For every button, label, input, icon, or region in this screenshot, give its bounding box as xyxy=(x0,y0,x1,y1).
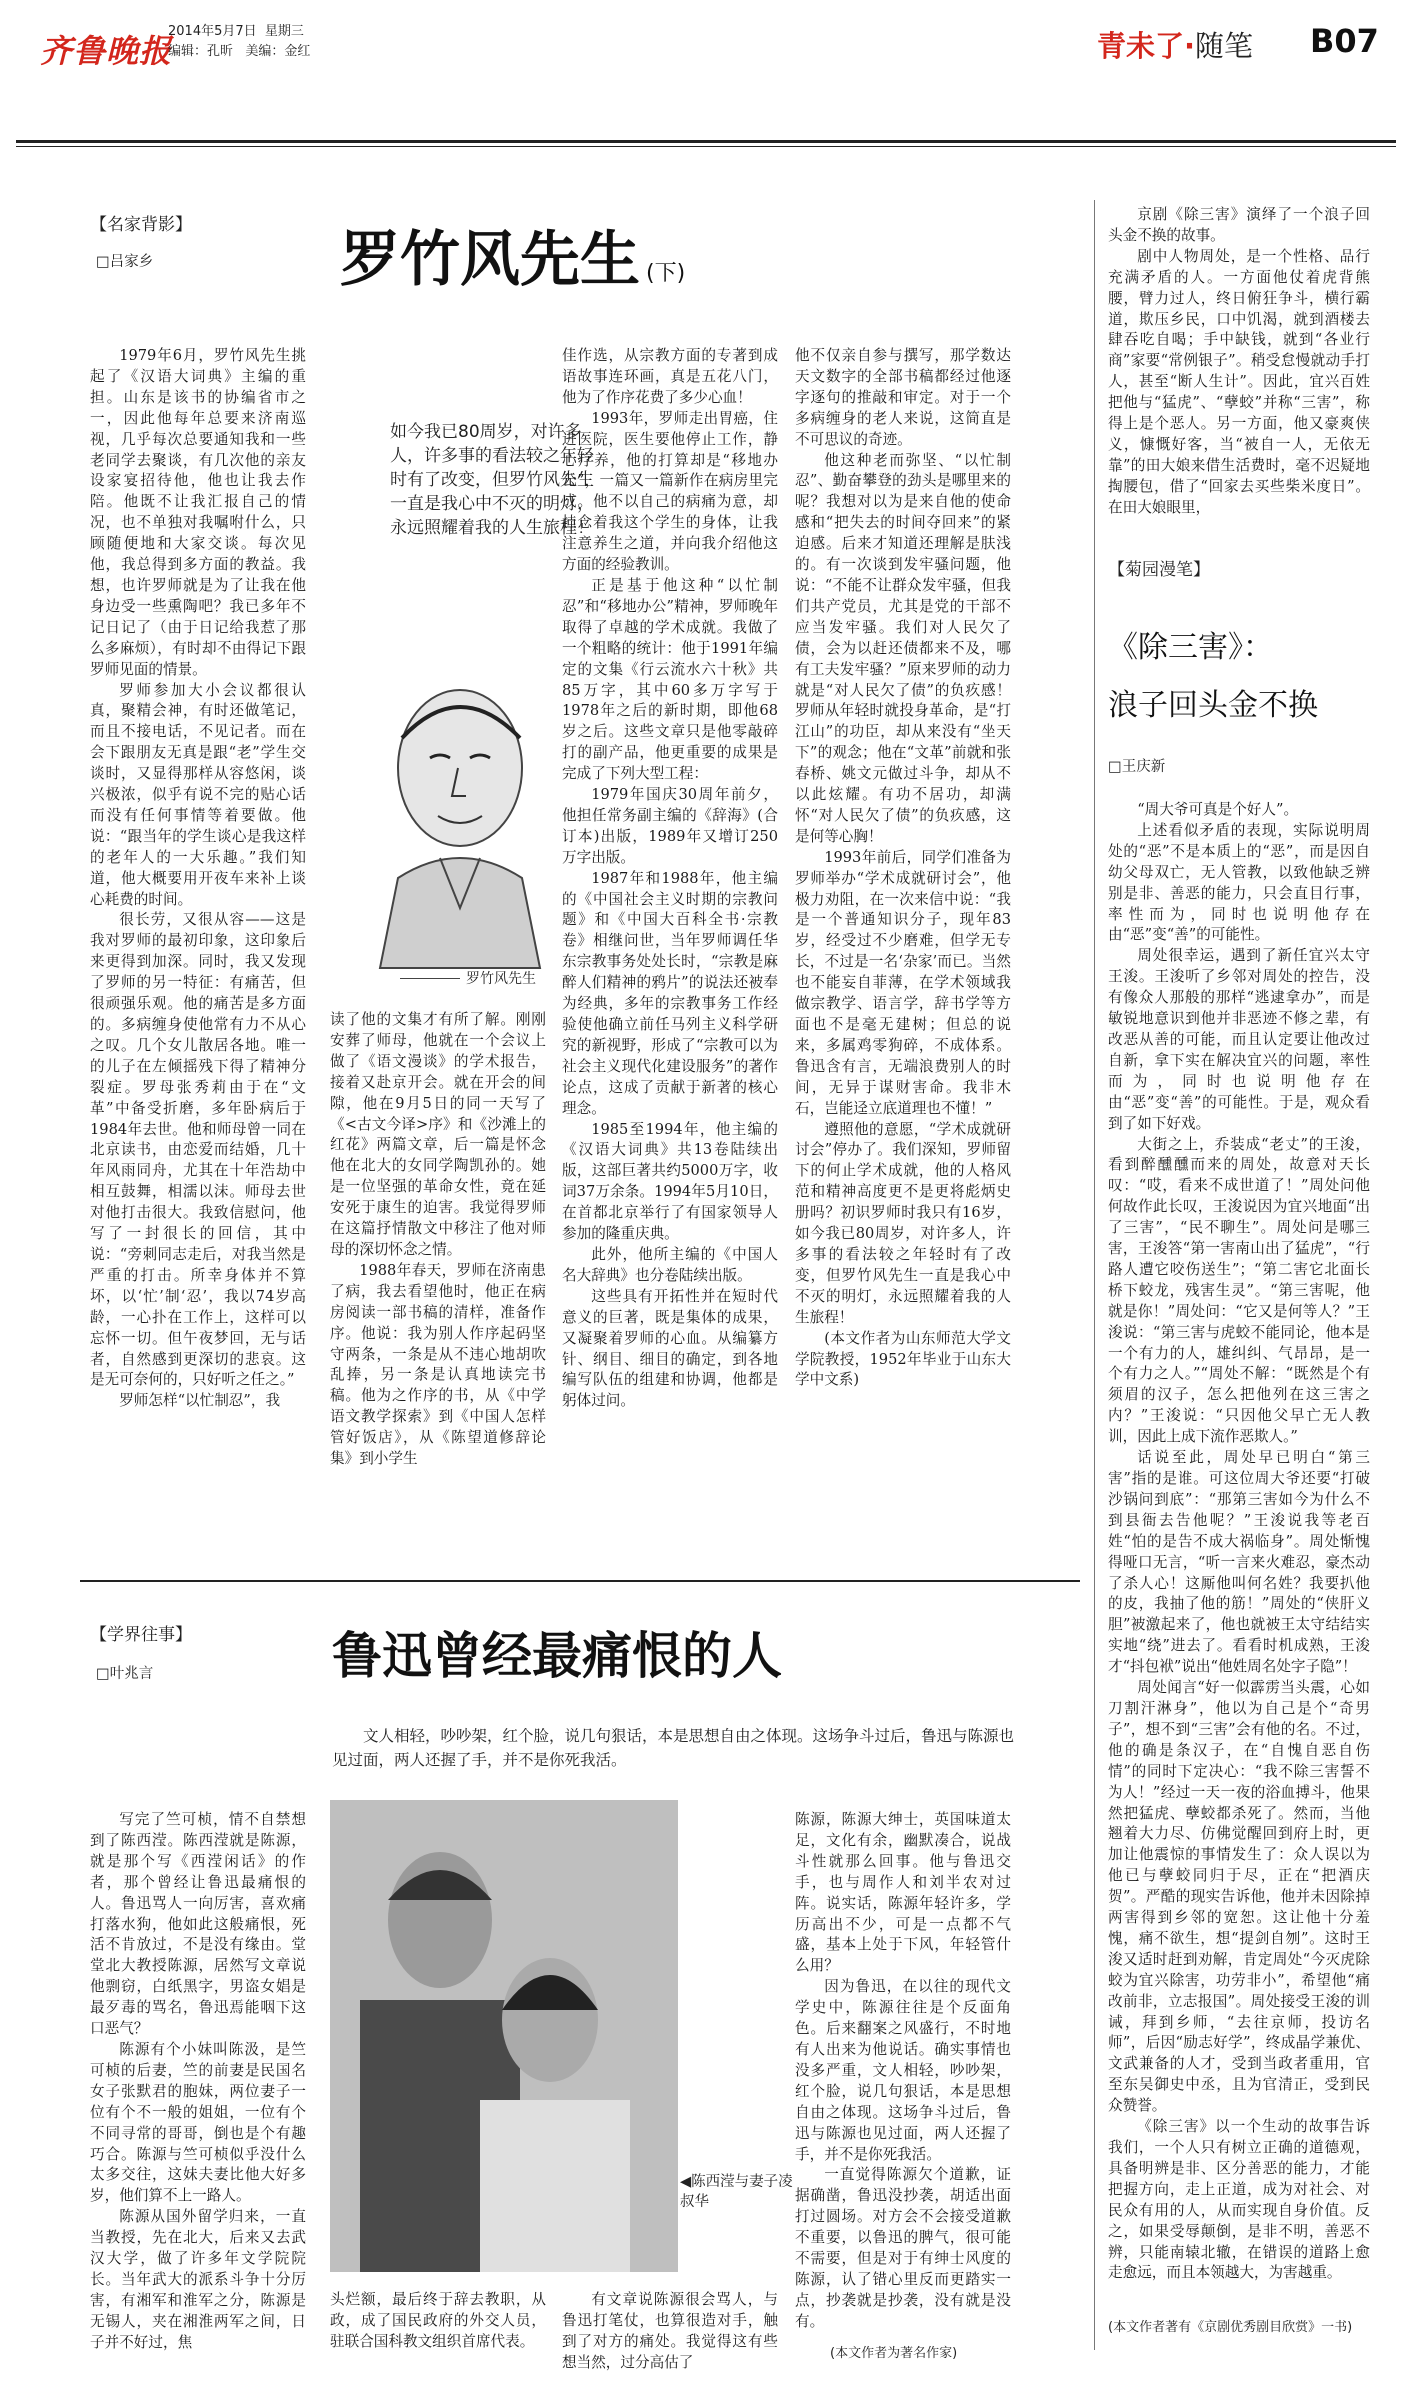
article3-intro xyxy=(1108,205,1370,545)
article2-title: 鲁迅曾经最痛恨的人 xyxy=(332,1627,782,1685)
paragraph: 头烂额，最后终于辞去教职，从政，成了国民政府的外交人员，驻联合国科教文组织首席代表。 xyxy=(330,2291,546,2350)
article1-pullquote: 如今我已80周岁，对许多人，许多事的看法较之年轻时有了改变，但罗竹风先生一直是我心中不灭的明灯，永远照耀着我的人生旅程！ xyxy=(390,422,594,538)
article3-author-note: (本文作者著有《京剧优秀剧目欣赏》一书) xyxy=(1108,2320,1353,2335)
couple-photo-image xyxy=(330,1800,678,2272)
article1-col1 xyxy=(90,346,306,1556)
paragraph: 写完了竺可桢，情不自禁想到了陈西滢。陈西滢就是陈源，就是那个写《西滢闲话》的作者，那个曾经让鲁迅最痛恨的人。鲁迅骂人一向厉害，喜欢痛打落水狗，他如此这般痛恨，死活不肯放过，不是没有缘由。堂堂北大教授陈源，居然写文章说他剽窃，白纸黑字，男盗女娼是最歹毒的骂名，鲁迅焉能咽下这口恶气？ xyxy=(90,1811,306,2038)
paragraph: “周大爷可真是个好人”。 xyxy=(1137,801,1299,818)
article2-byline: □叶兆言 xyxy=(96,1666,154,1682)
paragraph: 1987年和1988年，他主编的《中国社会主义时期的宗教问题》和《中国大百科全书·宗教卷》相继问世，当年罗师调任华东宗教事务处处长时，“宗教是麻醉人们精神的鸦片”的说法还被奉为经典，多年的宗教事务工作经验使他确立前任马列主义科学研究的新视野，形成了“宗教可以为社会主义现代化建设服务”的著作论点，这成了贡献于新著的核心理念。 xyxy=(562,869,778,1117)
masthead xyxy=(0,0,1409,140)
paragraph: 他不仅亲自参与撰写，那学数达天文数字的全部书稿都经过他逐字逐句的推敲和审定。对于一个多病缠身的老人来说，这简直是不可思议的奇迹。 xyxy=(795,347,1011,448)
paragraph: 此外，他所主编的《中国人名大辞典》也分卷陆续出版。 xyxy=(562,1245,778,1284)
issue-date-line xyxy=(168,20,304,39)
paragraph: 京剧《除三害》演绎了一个浪子回头金不换的故事。 xyxy=(1108,206,1370,244)
article-divider xyxy=(80,1580,1080,1582)
masthead-rule-thick xyxy=(16,140,1396,143)
portrait-sketch xyxy=(340,658,580,968)
section-header: 青未了·随笔 xyxy=(1097,29,1254,63)
article2-lead: 文人相轻，吵吵架，红个脸，说几句狠话，本是思想自由之体现。这场争斗过后，鲁迅与陈源也见过面，两人还握了手，并不是你死我活。 xyxy=(332,1727,1015,1769)
section-sub: 随笔 xyxy=(1195,29,1254,63)
article3-body xyxy=(1108,800,1370,2310)
article3-byline: □王庆新 xyxy=(1108,759,1166,775)
portrait-image xyxy=(340,658,580,968)
paragraph: 陈源从国外留学归来，一直当教授，先在北大，后来又去武汉大学，做了许多年文学院院长。当年武大的派系斗争十分厉害，有湘军和淮军之分，陈源是无锡人，夹在湘淮两军之间，日子并不好过，焦 xyxy=(90,2208,306,2351)
paragraph: 遵照他的意愿，“学术成就研讨会”停办了。我们深知，罗师留下的何止学术成就，他的人格风范和精神高度更不是更将彪炳史册吗？初识罗师时我只有16岁，如今我已80周岁，对许多人，许多事的看法较之年轻时有了改变，但罗竹风先生一直是我心中不灭的明灯，永远照耀着我的人生旅程！ xyxy=(795,1120,1011,1326)
paragraph: 大街之上，乔装成“老丈”的王浚，看到醉醺醺而来的周处，故意对天长叹：“哎，看来不成世道了！”周处问他何故作此长叹，王浚说因为宜兴地面“出了三害”，“民不聊生”。周处问是哪三害，王浚答“第一害南山出了猛虎”，“行路人遭它咬伤送生”；“第二害它北面长桥下蛟龙，残害生灵”。“第三害呢，他就是你！”周处问：“它又是何等人？”王浚说：“第三害与虎蛟不能同论，他本是一个有力的人，雄纠纠、气昂昂，是一个有力之人。”“周处不解：“既然是个有须眉的汉子，怎么把他列在这三害之内？”王浚说：“只因他父早亡无人教训，因此上成下流作恶欺人。” xyxy=(1108,1135,1370,1446)
paragraph: 上述看似矛盾的表现，实际说明周处的“恶”不是本质上的“恶”，而是因自幼父母双亡，无人管教，以致他缺乏辨别是非、善恶的能力，只会直目行事，率性而为，同时也说明他存在由“恶”变“善”的可能性。 xyxy=(1108,821,1370,944)
article2-col3-end xyxy=(562,2290,778,2371)
paragraph: 1985至1994年，他主编的《汉语大词典》共13卷陆续出版，这部巨著共约5000万字，收词37万余条。1994年5月10日，在首都北京举行了有国家领导人参加的隆重庆典。 xyxy=(562,1120,778,1243)
paragraph: 1979年国庆30周年前夕，他担任常务副主编的《辞海》(合订本)出版，1989年又增订250万字出版。 xyxy=(562,786,778,866)
article3-title-1: 《除三害》： xyxy=(1108,630,1273,665)
paragraph: 《除三害》以一个生动的故事告诉我们，一个人只有树立正确的道德观，具备明辨是非、区分善恶的能力，才能把握方向，走上正道，成为对社会、对民众有用的人，从而实现自身价值。反之，如果受辱颠倒，是非不明，善恶不辨，只能南辕北辙，在错误的道路上愈走愈远，而且本领越大，为害越重。 xyxy=(1108,2118,1370,2282)
issue-weekday: 星期三 xyxy=(264,24,304,39)
article2-author-note: (本文作者为著名作家) xyxy=(830,2346,958,2361)
caption-rule xyxy=(400,978,460,979)
author-note: (本文作者为山东师范大学文学院教授，1952年毕业于山东大学中文系) xyxy=(795,1329,1011,1389)
portrait-caption: 罗竹风先生 xyxy=(466,971,536,987)
paper-name: 齐鲁晚报 xyxy=(40,32,173,70)
article2-col3 xyxy=(795,1810,1011,2344)
article2-tag: 【学界往事】 xyxy=(90,1625,192,1645)
article1-col3 xyxy=(795,346,1011,1556)
paragraph: 陈源有个小妹叫陈汲，是竺可桢的后妻，竺的前妻是民国名女子张默君的胞妹，两位妻子一位有个不一般的姐姐，一位有个不同寻常的哥哥，倒也是个有趣巧合。陈源与竺可桢似乎没什么太多交往，这妹夫妻比他大好多岁，他们算不上一路人。 xyxy=(90,2040,306,2205)
masthead-rule-thin xyxy=(16,146,1396,147)
paragraph: 罗师参加大小会议都很认真，聚精会神，有时还做笔记，而且不接电话，不见记者。而在会下跟朋友无真是跟“老”学生交谈时，又显得那样从容悠闲，谈兴极浓，似乎有说不完的贴心话而没有任何事情等着要做。他说：“跟当年的学生谈心是我这样的老年人的一大乐趣。”我们知道，他大概要用开夜车来补上谈心耗费的时间。 xyxy=(90,681,306,908)
designer-credit: 美编：金红 xyxy=(245,44,311,59)
section-name: 青未了 xyxy=(1097,29,1185,63)
paragraph: 话说至此，周处早已明白“第三害”指的是谁。可这位周大爷还要“打破沙锅问到底”：“那第三害如今为什么不到县衙去告他呢？”王浚说我等老百姓“怕的是告不成大祸临身”。周处惭愧得哑口无言，“听一言来火难忍，豪杰动了杀人心！这厮他叫何名姓？我要扒他的皮，我抽了他的筋！”周处的“侠肝义胆”被激起来了，他也就被王太守结结实实地“绕”进去了。看看时机成熟，王浚才“抖包袱”说出“他姓周名处字子隐”！ xyxy=(1108,1449,1370,1676)
paragraph: 一直觉得陈源欠个道歉，证据确凿，鲁迅没抄袭，胡适出面打过圆场。对方会不会接受道歉不重要，以鲁迅的脾气，很可能不需要，但是对于有绅士风度的陈源，认了错心里反而更踏实一点，抄袭就是抄袭，没有就是没有。 xyxy=(795,2166,1011,2330)
couple-photo-caption: ◀陈西滢与妻子凌叔华 xyxy=(680,2174,793,2210)
paragraph: 佳作选，从宗教方面的专著到成语故事连环画，真是五花八门，他为了作序花费了多少心血！ xyxy=(562,347,778,406)
article1-col4 xyxy=(330,1010,546,1556)
paragraph: 这些具有开拓性并在短时代意义的巨著，既是集体的成果，又凝聚着罗师的心血。从编纂方针、纲目、细目的确定，到各地编写队伍的组建和协调，他都是躬体过问。 xyxy=(562,1287,778,1410)
editor-line xyxy=(168,40,310,59)
paragraph: 剧中人物周处，是一个性格、品行充满矛盾的人。一方面他仗着虎背熊腰，臂力过人，终日俯狂争斗，横行霸道，欺压乡民，口中饥渴，就到酒楼去肆吞吃自喝；手中缺钱，就到“各业行商”家要“常例银子”。稍受怠慢就动手打人，甚至“断人生计”。因此，宜兴百姓把他与“猛虎”、“孽蛟”并称“三害”，称得上是个恶人。另一方面，他又豪爽侠义，慷慨好客，当“被自一人，无依无靠”的田大娘来借生活费时，毫不迟疑地掏腰包，借了“回家去买些柴米度日”。在田大娘眼里， xyxy=(1108,247,1370,516)
paragraph: 很长劳，又很从容——这是我对罗师的最初印象，这印象后来更得到加深。同时，我又发现了罗师的另一特征：有痛苦，但很顽强乐观。他的痛苦是多方面的。多病缠身使他常有力不从心之叹。几个女儿散居各地。唯一的儿子在左倾摇残下得了精神分裂症。罗母张秀莉由于在“文革”中备受折磨，多年卧病后于1984年去世。他和师母曾一同在北京读书，由恋爱而结婚，几十年风雨同舟，尤其在十年浩劫中相互鼓舞，相濡以沫。师母去世对他打击很大。我致信慰问，他写了一封很长的回信，其中说：“旁刺同志走后，对我当然是严重的打击。所幸身体并不算坏，以‘忙’制‘忍’，我以74岁高龄，一心扑在工作上，这样可以忘怀一切。但午夜梦回，无与话者，自然感到更深切的悲哀。这是无可奈何的，只好听之任之。” xyxy=(90,911,306,1389)
article2-col1 xyxy=(90,1810,306,2350)
article1-title: 罗竹风先生 xyxy=(340,225,640,295)
article1-tag: 【名家背影】 xyxy=(90,215,192,235)
paragraph: 他这种老而弥坚、“以忙制忍”、勤奋攀登的劲头是哪里来的呢？我想对以为是来自他的使命感和“把失去的时间夺回来”的紧迫感。后来才知道还理解是肤浅的。有一次谈到发牢骚问题，他说：“不能不让群众发牢骚，但我们共产党员，尤其是党的干部不应当发牢骚。我们对人民欠了债，会为以赶还债都来不及，哪有工夫发牢骚？”原来罗师的动力就是“对人民欠了债”的负疚感！罗师从年轻时就投身革命，是“打江山”的功臣，却从来没有“坐天下”的观念；他在“文革”前就和张春桥、姚文元做过斗争，却从不以此炫耀。有功不居功，却满怀“对人民欠了债”的负疚感，这是何等心胸！ xyxy=(795,451,1011,845)
couple-photo xyxy=(330,1800,678,2272)
paragraph: 1979年6月，罗竹风先生挑起了《汉语大词典》主编的重担。山东是该书的协编省市之一，因此他每年总要来济南巡视，几乎每次总要通知我和一些老同学去聚谈，有几次他的亲友设家宴招待他，他也让我去作陪。他既不让我汇报自己的情况，也不单独对我嘱咐什么，只顾随便地和大家交谈。每次见他，我总得到多方面的教益。我想，也许罗师就是为了让我在他身边受一些熏陶吧？我已多年不记日记了（由于日记给我惹了那么多麻烦），有时却不由得记下跟罗师见面的情景。 xyxy=(90,347,306,678)
paragraph: 因为鲁迅，在以往的现代文学史中，陈源往往是个反面角色。后来翻案之风盛行，不时地有人出来为他说话。确实事情也没多严重，文人相轻，吵吵架，红个脸，说几句狠话，本是思想自由之体现。这场争斗过后，鲁迅与陈源也见过面，两人还握了手，并不是你死我活。 xyxy=(795,1978,1011,2163)
article3-title-2: 浪子回头金不换 xyxy=(1108,688,1318,723)
paragraph: 1993年前后，同学们准备为罗师举办“学术成就研讨会”，他极力劝阻，在一次来信中说：“我是一个普通知识分子，现年83岁，经受过不少磨难，但学无专长，不过是一名‘杂家’而已。当然也不能妄自菲薄，在学术领域我做宗教学、语言学，辞书学等方面也不是毫无建树；但总的说来，多属鸡零狗碎，不成体系。鲁迅含有言，无端浪费别人的时间，无异于谋财害命。我非木石，岂能迳立底道理也不懂！” xyxy=(795,848,1011,1117)
paragraph: 1993年，罗师走出胃癌，住进医院，医生要他停止工作，静心疗养，他的打算却是“移地办公”，一篇又一篇新作在病房里完成。他不以自己的病痛为意，却挂念着我这个学生的身体，让我注意养生之道，并向我介绍他这方面的经验教训。 xyxy=(562,409,778,574)
column-divider xyxy=(1094,200,1095,2350)
paragraph: 1988年春天，罗师在济南患了病，我去看望他时，他正在病房阅读一部书稿的清样，准备作序。他说：我为别人作序起码坚守两条，一条是从不违心地胡吹乱捧，另一条是认真地读完书稿。他为之作序的书，从《中学语文教学探索》到《中国人怎样管好饭店》，从《陈望道修辞论集》到小学生 xyxy=(330,1261,546,1468)
paragraph: 周处闻言“好一似霹雳当头震，心如刀割汗淋身”，他以为自己是个“奇男子”，想不到“三害”会有他的名。不过，他的确是条汉子，在“自愧自恶自伤情”的同时下定决心：“我不除三害誓不为人！”经过一天一夜的浴血搏斗，他果然把猛虎、孽蛟都杀死了。然而，当他翘着大力尽、仿佛觉醒回到府上时，更加让他震惊的事情发生了：众人误以为他已与孽蛟同归于尽，正在“把酒庆贺”。严酷的现实告诉他，他并未因除掉两害得到乡邻的宽恕。这让他十分羞愧，痛不欲生，想“提剑自刎”。这时王浚又适时赶到劝解，肯定周处“今灭虎除蛟为宜兴除害，功劳非小”，希望他“痛改前非，立志报国”。周处接受王浚的训诫，拜到乡师，“去往京师，投访名师”，后因“励志好学”，终成晶学兼优、文武兼备的人才，受到当政者重用，官至东吴御史中丞，且为官清正，受到民众赞誉。 xyxy=(1108,1679,1370,2115)
article1-title-block xyxy=(340,212,685,298)
article1-title-suffix: (下) xyxy=(646,261,686,286)
issue-date: 2014年5月7日 xyxy=(168,24,257,39)
paragraph: 有文章说陈源很会骂人，与鲁迅打笔仗，也算很造对手，触到了对方的痛处。我觉得这有些想当然，过分高估了 xyxy=(562,2291,778,2371)
editor-credit: 编辑：孔昕 xyxy=(168,44,234,59)
paragraph: 正是基于他这种“以忙制忍”和“移地办公”精神，罗师晚年取得了卓越的学术成就。我做了一个粗略的统计：他于1991年编定的文集《行云流水六十秋》共85万字，其中60多万字写于1978年之后的新时期，即他68岁之后。这些文章只是他零敲碎打的副产品，他更重要的成果是完成了下列大型工程： xyxy=(562,576,778,783)
article1-byline: □吕家乡 xyxy=(96,254,154,270)
article2-col2 xyxy=(330,2290,546,2360)
paragraph: 读了他的文集才有所了解。刚刚安葬了师母，他就在一个会议上做了《语文漫谈》的学术报告，接着又赴京开会。就在开会的间隙，他在9月5日的同一天写了《<古文今译>序》和《沙滩上的红花》两篇文章，后一篇是怀念他在北大的女同学陶凯孙的。她是一位坚强的革命女性，竟在延安死于康生的迫害。我觉得罗师在这篇抒情散文中移注了他对师母的深切怀念之情。 xyxy=(330,1011,546,1258)
paragraph: 罗师怎样“以忙制忍”，我 xyxy=(119,1392,281,1410)
paragraph: 陈源，陈源大绅士，英国味道太足，文化有余，幽默凑合，说战斗性就那么回事。他与鲁迅交手，也与周作人和刘半农对过阵。说实话，陈源年轻许多，学历高出不少，可是一点都不气盛，基本上处于下风，年轻管什么用？ xyxy=(795,1811,1011,1975)
paragraph: 周处很幸运，遇到了新任宜兴太守王浚。王浚听了乡邻对周处的控告，没有像众人那般的那样“逃逮拿办”，而是敏锐地意识到他并非恶迹不修之辈，有改恶从善的可能，而且认定要让他改过自新，拿下实在解决宜兴的问题，率性而为，同时也说明他存在由“恶”变“善”的可能性。于是，观众看到了如下好戏。 xyxy=(1108,947,1370,1132)
article1-col2 xyxy=(562,346,778,1556)
page-number: B07 xyxy=(1310,22,1379,60)
article3-tag: 【菊园漫笔】 xyxy=(1108,560,1210,580)
